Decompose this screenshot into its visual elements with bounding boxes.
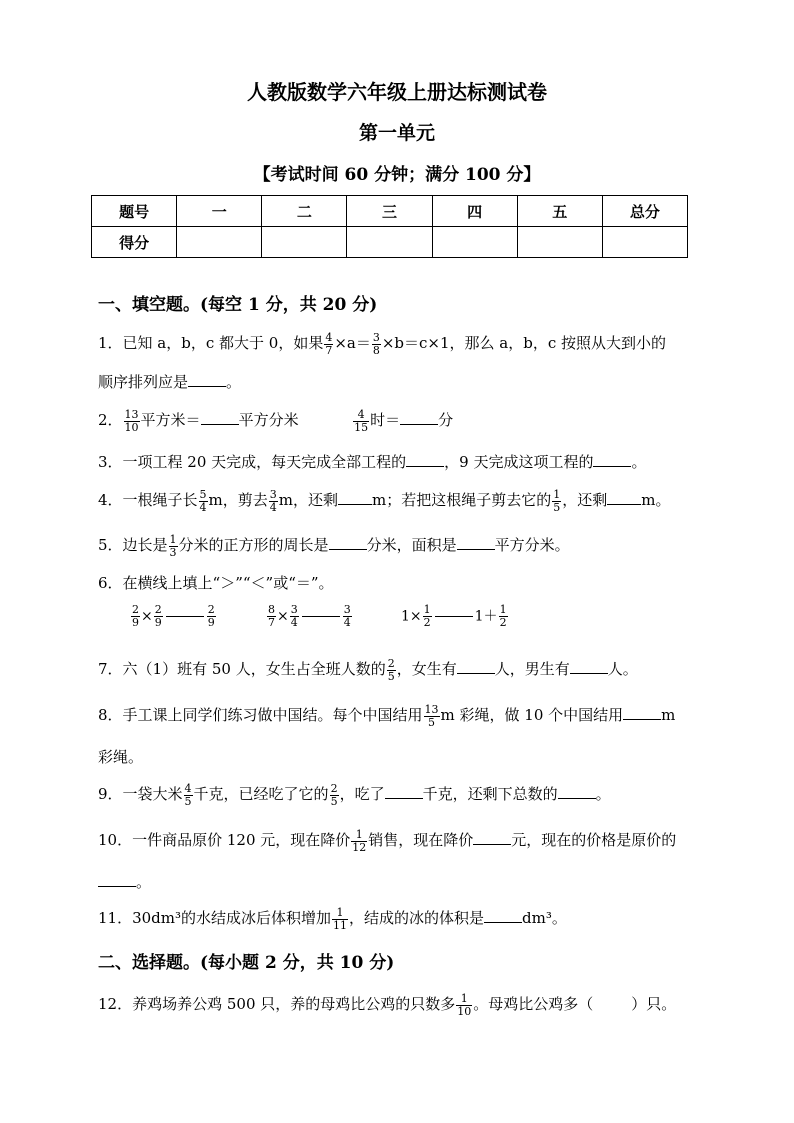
fraction: $\frac{2}{5}$: [387, 656, 395, 683]
score-input-cell[interactable]: [177, 227, 262, 258]
answer-blank[interactable]: [166, 616, 204, 617]
fraction: $\frac{1}{2}$: [423, 603, 431, 629]
answer-blank[interactable]: [593, 452, 631, 467]
compare-item-1: $\frac{2}{9}$ × $\frac{2}{9}$ $\frac{2}{9}$: [132, 603, 215, 629]
compare-item-2: $\frac{8}{7}$ × $\frac{3}{4}$ $\frac{3}{4}$: [268, 603, 351, 629]
fraction: $\frac{5}{4}$: [199, 487, 207, 514]
answer-blank[interactable]: [570, 659, 608, 674]
question-3: 3．一项工程 20 天完成，每天完成全部工程的 ，9 天完成这项工程的 。: [98, 453, 647, 471]
question-6: 6．在横线上填上“＞”“＜”或“＝”。: [98, 574, 334, 592]
answer-blank[interactable]: [329, 535, 367, 550]
answer-blank[interactable]: [558, 784, 596, 799]
question-4: 4．一根绳子长 $\frac{5}{4}$ m，剪去 $\frac{3}{4}$ m，还剩 m；若把这根绳子剪去它的 $\frac{1}{5}$ ，还剩 m。: [98, 487, 671, 514]
fraction: $\frac{4}{15}$: [354, 407, 369, 434]
question-8: 8．手工课上同学们练习做中国结。每个中国结用 $\frac{13}{5}$ m 彩绳，做 10 个中国结用 m: [98, 702, 676, 729]
fraction: $\frac{1}{5}$: [553, 487, 561, 514]
table-cell: 三: [347, 196, 432, 227]
question-10-line-2: 。: [98, 870, 151, 894]
fraction: $\frac{2}{9}$: [132, 603, 139, 629]
question-9: 9．一袋大米 $\frac{4}{5}$ 千克，已经吃了它的 $\frac{2}{5}$ ，吃了 千克，还剩下总数的 。: [98, 781, 611, 808]
table-row: [92, 196, 688, 227]
score-input-cell[interactable]: [262, 227, 347, 258]
answer-blank[interactable]: [457, 535, 495, 550]
fraction: $\frac{13}{10}$: [124, 407, 139, 434]
exam-info: 【考试时间 60 分钟；满分 100 分】: [253, 165, 541, 185]
answer-blank[interactable]: [188, 372, 226, 387]
section-2-title: 二、选择题。(每小题 2 分，共 10 分): [98, 953, 395, 973]
score-input-cell[interactable]: [347, 227, 432, 258]
score-table: [91, 195, 688, 258]
table-cell: 五: [517, 196, 602, 227]
fraction: $\frac{1}{11}$: [333, 905, 348, 932]
table-cell: 一: [177, 196, 262, 227]
answer-blank[interactable]: [473, 830, 511, 845]
table-cell: 得分: [92, 227, 177, 258]
fraction: $\frac{2}{5}$: [330, 781, 338, 808]
fraction: $\frac{1}{2}$: [499, 603, 507, 629]
answer-blank[interactable]: [457, 659, 495, 674]
answer-blank[interactable]: [623, 705, 661, 720]
question-5: 5．边长是 $\frac{1}{3}$ 分米的正方形的周长是 分米，面积是 平方分米。: [98, 532, 570, 559]
score-input-cell[interactable]: [432, 227, 517, 258]
table-row: [92, 227, 688, 258]
fraction: $\frac{3}{8}$: [372, 330, 380, 357]
score-input-cell[interactable]: [602, 227, 687, 258]
compare-item-3: 1× $\frac{1}{2}$ 1＋ $\frac{1}{2}$: [401, 603, 507, 629]
fraction: $\frac{3}{4}$: [343, 603, 351, 629]
question-2: 2． $\frac{13}{10}$ 平方米＝ 平方分米 $\frac{4}{15}$ 时＝ 分: [98, 407, 454, 434]
fraction: $\frac{13}{5}$: [424, 702, 439, 729]
table-cell: 题号: [92, 196, 177, 227]
question-1: 1．已知 a，b，c 都大于 0，如果 $\frac{4}{7}$ ×a＝ $\frac{3}{8}$ ×b＝c×1，那么 a，b，c 按照从大到小的: [98, 330, 667, 357]
fraction: $\frac{4}{7}$: [325, 330, 333, 357]
table-cell: 四: [432, 196, 517, 227]
fraction: $\frac{4}{5}$: [184, 781, 192, 808]
fraction: $\frac{8}{7}$: [268, 603, 275, 629]
score-input-cell[interactable]: [517, 227, 602, 258]
section-1-title: 一、填空题。(每空 1 分，共 20 分): [98, 295, 378, 315]
unit-title: 第一单元: [358, 122, 435, 144]
question-12: 12．养鸡场养公鸡 500 只，养的母鸡比公鸡的只数多 $\frac{1}{10}$ 。母鸡比公鸡多（ ）只。: [98, 991, 677, 1018]
question-7: 7．六（1）班有 50 人，女生占全班人数的 $\frac{2}{5}$ ，女生有 人，男生有 人。: [98, 656, 638, 683]
table-cell: 总分: [602, 196, 687, 227]
fraction: $\frac{3}{4}$: [269, 487, 277, 514]
answer-blank[interactable]: [406, 452, 444, 467]
answer-blank[interactable]: [385, 784, 423, 799]
answer-blank[interactable]: [201, 410, 239, 425]
fraction: $\frac{1}{12}$: [352, 827, 367, 854]
fraction: $\frac{2}{9}$: [154, 603, 162, 629]
table-cell: 二: [262, 196, 347, 227]
exam-title: 人教版数学六年级上册达标测试卷: [247, 80, 547, 104]
answer-blank[interactable]: [338, 490, 372, 505]
fraction: $\frac{3}{4}$: [290, 603, 298, 629]
answer-blank[interactable]: [607, 490, 641, 505]
answer-blank[interactable]: [435, 616, 473, 617]
answer-blank[interactable]: [400, 410, 438, 425]
fraction: $\frac{2}{9}$: [207, 603, 215, 629]
question-1-line-2: 顺序排列应是 。: [98, 373, 242, 391]
fraction: $\frac{1}{3}$: [169, 532, 177, 559]
question-11: 11．30dm³的水结成冰后体积增加 $\frac{1}{11}$ ，结成的冰的体积是 dm³。: [98, 905, 567, 932]
question-8-line-2: 彩绳。: [98, 748, 144, 766]
fraction: $\frac{1}{10}$: [457, 991, 472, 1018]
answer-blank[interactable]: [98, 872, 136, 887]
question-10: 10．一件商品原价 120 元，现在降价 $\frac{1}{12}$ 销售，现在降价 元，现在的价格是原价的: [98, 827, 677, 854]
answer-blank[interactable]: [302, 616, 340, 617]
answer-blank[interactable]: [484, 908, 522, 923]
